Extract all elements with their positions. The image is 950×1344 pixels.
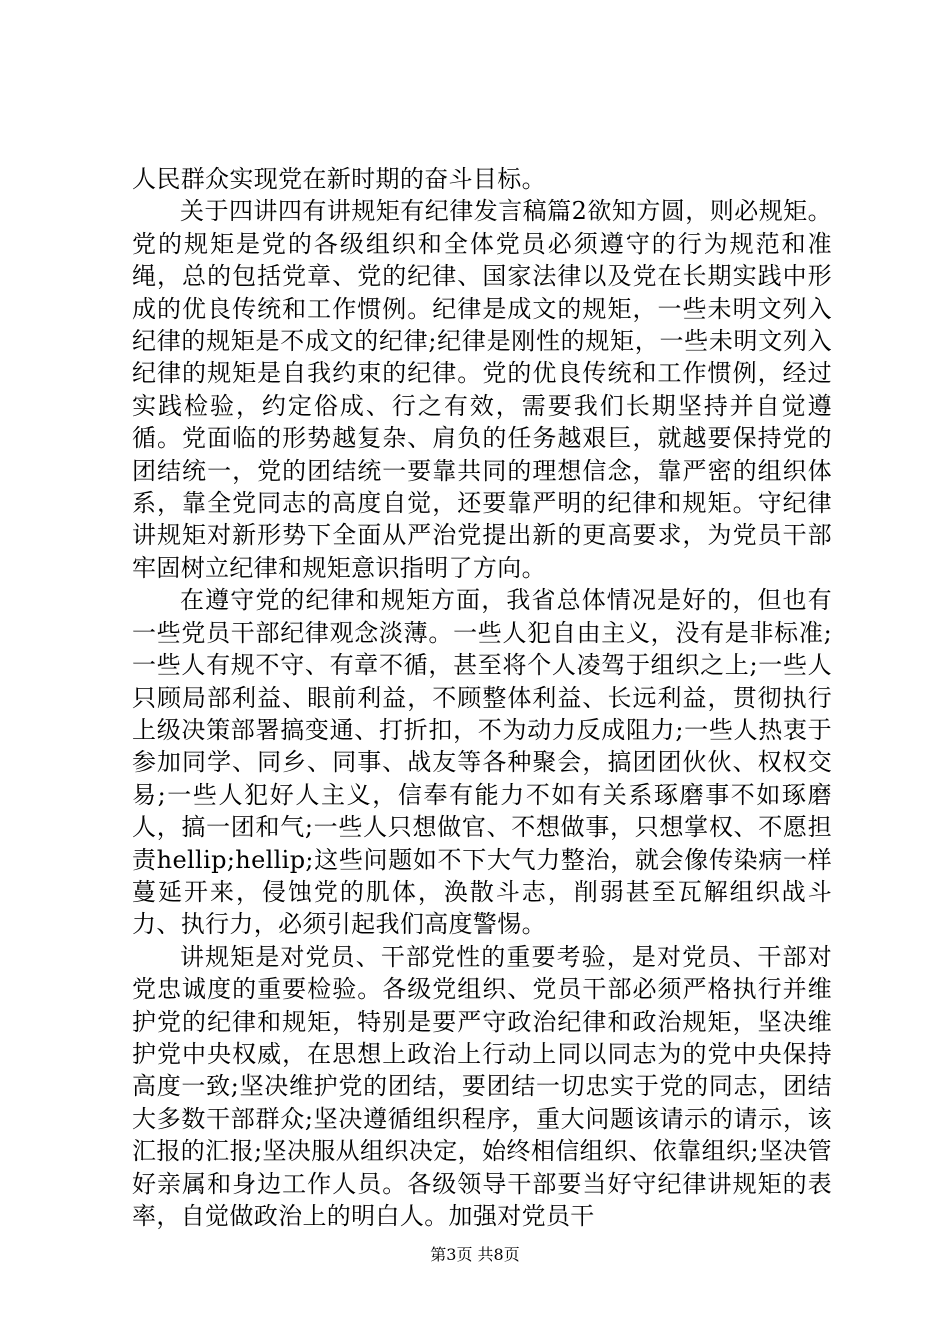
paragraph-4: 讲规矩是对党员、干部党性的重要考验，是对党员、干部对党忠诚度的重要检验。各级党组织、党员干部必须严格执行并维护党的纪律和规矩，特别是要严守政治纪律和政治规矩，坚决维护党中央权威，在思想上政治上行动上同以同志为的党中央保持高度一致;坚决维护党的团结，要团结一切忠实于党的同志，团结大多数干部群众;坚决遵循组织程序，重大问题该请示的请示，该汇报的汇报;坚决服从组织决定，始终相信组织、依靠组织;坚决管好亲属和身边工作人员。各级领导干部要当好守纪律讲规矩的表率，自觉做政治上的明白人。加强对党员干	[132, 942, 832, 1230]
body-text	[132, 163, 832, 1232]
page-footer	[0, 1245, 950, 1265]
paragraph-2: 关于四讲四有讲规矩有纪律发言稿篇2欲知方圆，则必规矩。党的规矩是党的各级组织和全体党员必须遵守的行为规范和准绳，总的包括党章、党的纪律、国家法律以及党在长期实践中形成的优良传统和工作惯例。纪律是成文的规矩，一些未明文列入纪律的规矩是不成文的纪律;纪律是刚性的规矩，一些未明文列入纪律的规矩是自我约束的纪律。党的优良传统和工作惯例，经过实践检验，约定俗成、行之有效，需要我们长期坚持并自觉遵循。党面临的形势越复杂、肩负的任务越艰巨，就越要保持党的团结统一，党的团结统一要靠共同的理想信念，靠严密的组织体系，靠全党同志的高度自觉，还要靠严明的纪律和规矩。守纪律讲规矩对新形势下全面从严治党提出新的更高要求，为党员干部牢固树立纪律和规矩意识指明了方向。	[132, 197, 832, 582]
page-number: 第3页 共8页	[430, 1245, 520, 1264]
paragraph-3: 在遵守党的纪律和规矩方面，我省总体情况是好的，但也有一些党员干部纪律观念淡薄。一些人犯自由主义，没有是非标准;一些人有规不守、有章不循，甚至将个人凌驾于组织之上;一些人只顾局部利益、眼前利益，不顾整体利益、长远利益，贯彻执行上级决策部署搞变通、打折扣，不为动力反成阻力;一些人热衷于参加同学、同乡、同事、战友等各种聚会，搞团团伙伙、权权交易;一些人犯好人主义，信奉有能力不如有关系琢磨事不如琢磨人，搞一团和气;一些人只想做官、不想做事，只想掌权、不愿担责hellip;hellip;这些问题如不下大气力整治，就会像传染病一样蔓延开来，侵蚀党的肌体，涣散斗志，削弱甚至瓦解组织战斗力、执行力，必须引起我们高度警惕。	[132, 586, 832, 939]
paragraph-1: 人民群众实现党在新时期的奋斗目标。	[132, 165, 546, 193]
